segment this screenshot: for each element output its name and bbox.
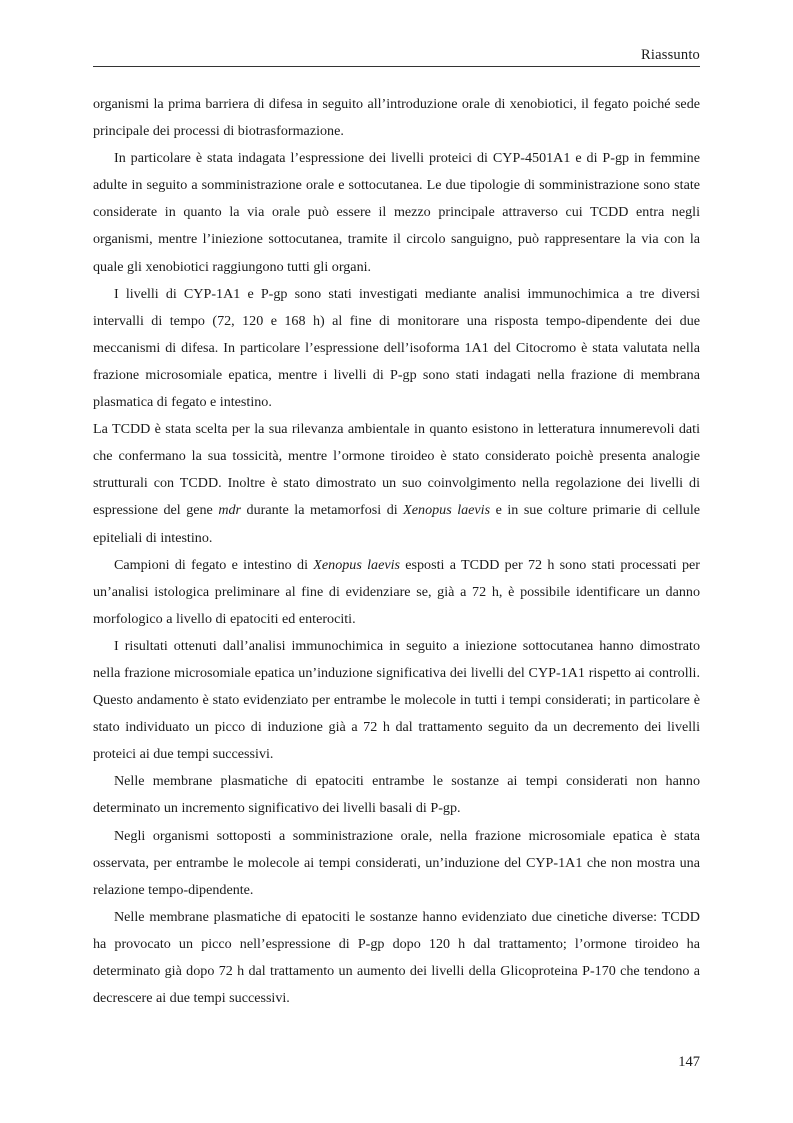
paragraph: Negli organismi sottoposti a somministrazione orale, nella frazione microsomiale epatica è stata osservata, per entrambe le molecole ai tempi considerati, un’induzione del CYP-1A1 che non mostra una relazione tempo-dipendente.: [93, 827, 700, 898]
italic-term: Xenopus laevis: [313, 556, 400, 573]
italic-term: mdr: [218, 502, 242, 519]
paragraph: Nelle membrane plasmatiche di epatociti entrambe le sostanze ai tempi considerati non hanno determinato un incremento significativo dei livelli basali di P-gp.: [93, 773, 700, 817]
page-number: 147: [678, 1054, 700, 1070]
running-header: Riassunto: [93, 44, 700, 67]
text-run: esposti a TCDD per 72 h sono stati processati per un’analisi istologica preliminare al fine di evidenziare se, già a 72 h, è possibile identificare un danno morfologico a livello di epatociti ed enterociti.: [93, 556, 700, 627]
text-run: Campioni di fegato e intestino di: [114, 556, 314, 573]
paragraph: Nelle membrane plasmatiche di epatociti le sostanze hanno evidenziato due cinetiche diverse: TCDD ha provocato un picco nell’espressione di P-gp dopo 120 h dal trattamento; l’ormone tiroideo ha determinato già dopo 72 h dal trattamento un aumento dei livelli della Glicoproteina P-170 che tendono a decrescere ai due tempi successivi.: [93, 908, 700, 1007]
paragraph: I risultati ottenuti dall’analisi immunochimica in seguito a iniezione sottocutanea hanno dimostrato nella frazione microsomiale epatica un’induzione significativa dei livelli del CYP-1A1 rispetto ai controlli. Questo andamento è stato evidenziato per entrambe le molecole in tutti i tempi considerati; in particolare è stato individuato un picco di induzione già a 72 h dal trattamento seguito da un decremento dei livelli proteici ai due tempi successivi.: [93, 637, 700, 763]
text-run: durante la metamorfosi di: [241, 502, 404, 519]
text-run: e in sue colture primarie di cellule epiteliali di intestino.: [93, 502, 701, 546]
body-text: [93, 91, 700, 1012]
paragraph: In particolare è stata indagata l’espressione dei livelli proteici di CYP-4501A1 e di P-gp in femmine adulte in seguito a somministrazione orale e sottocutanea. Le due tipologie di somministrazione sono state considerate in quanto la via orale può essere il mezzo principale attraverso cui TCDD entra negli organismi, mentre l’iniezione sottocutanea, tramite il circolo sanguigno, può rappresentare la via con la quale gli xenobiotici raggiungono tutti gli organi.: [93, 150, 700, 275]
paragraph: I livelli di CYP-1A1 e P-gp sono stati investigati mediante analisi immunochimica a tre diversi intervalli di tempo (72, 120 e 168 h) al fine di monitorare una risposta tempo-dipendente dei due meccanismi di difesa. In particolare l’espressione dell’isoforma 1A1 del Citocromo è stata valutata nella frazione microsomiale epatica, mentre i livelli di P-gp sono stati indagati nella frazione di membrana plasmatica di fegato e intestino.: [93, 285, 700, 411]
paragraph: [93, 552, 700, 633]
italic-term: Xenopus laevis: [403, 502, 491, 519]
paragraph: organismi la prima barriera di difesa in seguito all’introduzione orale di xenobiotici, il fegato poiché sede principale dei processi di biotrasformazione.: [93, 96, 700, 140]
paragraph: [93, 416, 700, 551]
text-run: La TCDD è stata scelta per la sua rilevanza ambientale in quanto esistono in letteratura innumerevoli dati che confermano la sua tossicità, mentre l’ormone tiroideo è stato considerato poichè presenta analogie strutturali con TCDD. Inoltre è stato dimostrato un suo coinvolgimento nella regolazione dei livelli di espressione del gene: [93, 421, 700, 519]
